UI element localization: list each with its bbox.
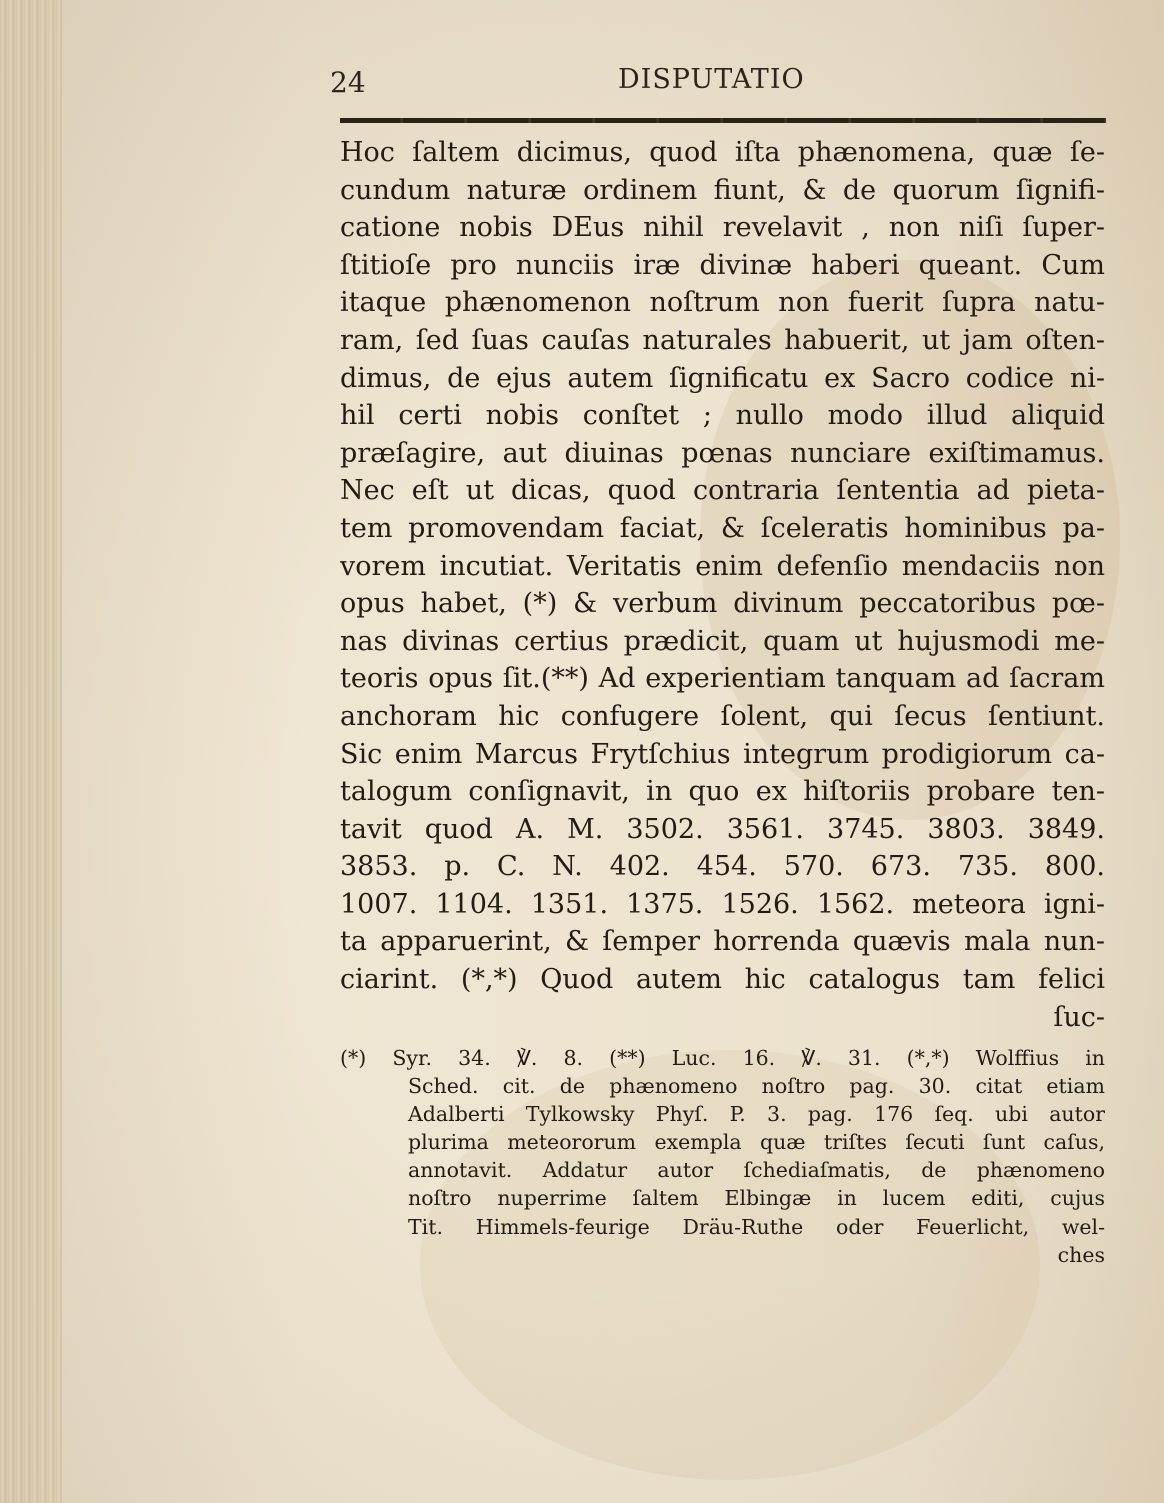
page-number: 24 [330, 66, 366, 99]
text-line: catione nobis DEus nihil revelavit , non niſi ſuper- [340, 212, 1105, 244]
catchword: ſuc- [1053, 1001, 1105, 1033]
footnote-line: (*) Syr. 34. ℣. 8. (**) Luc. 16. ℣. 31. (*,*) Wolffius in [340, 1046, 1105, 1070]
text-line: nas divinas certius prædicit, quam ut hujusmodi me- [340, 625, 1105, 657]
text-line: 3853. p. C. N. 402. 454. 570. 673. 735. 800. [340, 851, 1105, 883]
text-line: 1007. 1104. 1351. 1375. 1526. 1562. meteora igni- [340, 888, 1105, 920]
footnote-line: Tit. Himmels-feurige Dräu-Ruthe oder Feuerlicht, wel- [408, 1214, 1105, 1239]
text-line: teoris opus ſit.(**) Ad experientiam tanquam ad ſacram [340, 663, 1105, 695]
footnotes [340, 1044, 1105, 1269]
text-line: Nec eſt ut dicas, quod contraria ſententia ad pieta- [340, 475, 1105, 507]
text-line: itaque phænomenon noſtrum non fuerit ſupra natu- [340, 287, 1105, 319]
text-line: talogum conſignavit, in quo ex hiſtoriis probare ten- [340, 776, 1105, 808]
text-line: vorem incutiat. Veritatis enim defenſio mendaciis non [340, 550, 1105, 582]
stacked-page-edges [0, 0, 62, 1503]
text-line: ram, ſed ſuas cauſas naturales habuerit, ut jam oſten- [340, 324, 1105, 356]
footnote-catchword: ches [1057, 1242, 1105, 1267]
text-line: ta apparuerint, & ſemper horrenda quævis mala nun- [340, 926, 1105, 958]
text-line: Hoc ſaltem dicimus, quod iſta phænomena, quæ ſe- [340, 137, 1105, 168]
running-head: DISPUTATIO [618, 64, 805, 95]
text-line: dimus, de ejus autem ſignificatu ex Sacro codice ni- [340, 362, 1105, 394]
text-line: hil certi nobis conſtet ; nullo modo illud aliquid [340, 400, 1105, 432]
text-line: tavit quod A. M. 3502. 3561. 3745. 3803. 3849. [340, 813, 1105, 845]
text-line: præſagire, aut diuinas pœnas nunciare exiſtimamus. [340, 437, 1105, 469]
text-line: Sic enim Marcus Frytſchius integrum prodigiorum ca- [340, 738, 1105, 770]
main-text [340, 134, 1105, 1036]
footnote-line: Sched. cit. de phænomeno noſtro pag. 30. citat etiam [408, 1074, 1105, 1099]
footnote-line: noſtro nuperrime ſaltem Elbingæ in lucem editi, cujus [408, 1186, 1105, 1211]
text-line: tem promovendam faciat, & ſceleratis hominibus pa- [340, 512, 1105, 544]
header-rule [340, 118, 1106, 123]
text-line: ſtitioſe pro nunciis iræ divinæ haberi queant. Cum [340, 249, 1105, 281]
text-line: ciarint. (*,*) Quod autem hic catalogus tam felici [340, 964, 1105, 996]
footnote-line: annotavit. Addatur autor ſchediaſmatis, de phænomeno [408, 1158, 1105, 1183]
text-line: cundum naturæ ordinem fiunt, & de quorum ſignifi- [340, 174, 1105, 206]
text-line: anchoram hic confugere ſolent, qui ſecus ſentiunt. [340, 700, 1105, 732]
text-line: opus habet, (*) & verbum divinum peccatoribus pœ- [340, 588, 1105, 620]
footnote-line: plurima meteororum exempla quæ triſtes ſecuti ſunt caſus, [408, 1130, 1105, 1155]
footnote-line: Adalberti Tylkowsky Phyſ. P. 3. pag. 176 ſeq. ubi autor [408, 1102, 1105, 1127]
